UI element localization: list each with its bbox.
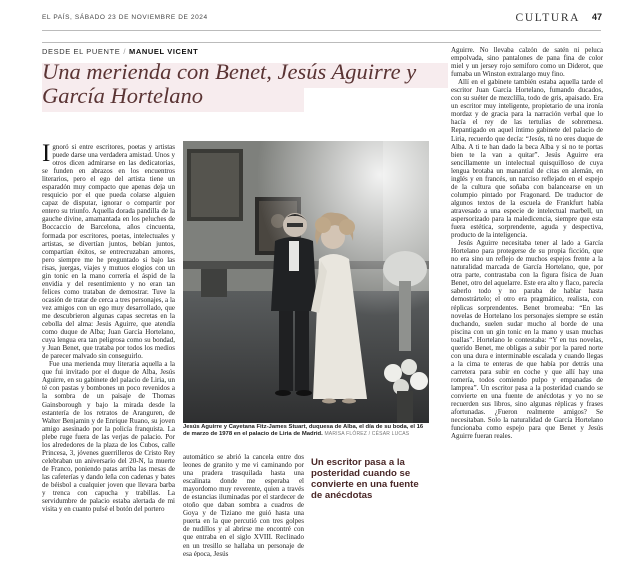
- page-number: 47: [591, 12, 602, 22]
- paragraph-5: Allí en el gabinete también estaba aquella tarde el escritor Juan García Hortelano, fumando ducados, con su suéter de mezclilla, todo de gris, apaisado. Era un escritor muy inteligente, propietario de una ironía mordaz y de gracia para la narración verbal que lo hacía el rey de las tertulias de sobremesa. Repantigado en aquel íntimo gabinete del palacio de Liria, recuerdo que decía: “Jesús, tú no eres duque de Alba. A ti te han dado la beca Alba y si no te portas bien te la van a quitar”. Jesús Aguirre era sencillamente un intelectual quisquilloso de cuya lengua brotaba un manantial de citas en alemán, en inglés y en francés, un narciso reflejado en el espejo de la cultura que soñaba con balancearse en un columpio pintado por Fragonard. De traductor de algunos textos de la escuela de Frankfurt había atravesado a una especie de intelectual marbell, un aspersorizado para la maledicencia, siempre que esta fuera estética, sorprendente, aguda y despectiva, producto de la inteligencia.: [451, 78, 603, 240]
- article-photo: [183, 141, 429, 423]
- photo-caption: [183, 424, 429, 439]
- article-column-1: [42, 143, 175, 556]
- photo-credit: MARISA FLÓREZ / CÉSAR LUCAS: [324, 431, 410, 438]
- paragraph-6: Jesús Aguirre necesitaba tener al lado a García Hortelano para protegerse de su propia ficción, que no era sino un reflejo de muchos espejos frente a la naturalidad marcada de García Hortelano, que, por otra parte, contrastaba con la figura física de Juan Benet, otro del aquelarre. Este era alto y flaco, parecía saberlo todo y no paraba de hablar hasta demostrártelo; el otro era pragmático, realista, con réplicas sorprendentes. Benet bromeaba: “En las novelas de Hortelano los personajes siempre se están duchando, suelen sudar mucho al borde de una piscina con un gin tonic en la mano y usan muchas toallas”. Hortelano le contestaba: “Y en tus novelas, querido Benet, me obligas a subir por la pared norte con una dura e interminable escalada y cuando llegas a la cima te enteras de que había por detrás una carretera para subir en coche y que allí hay una romería, todos comiendo pulpo y empanadas de lamprea”. Un escritor pasa a la posteridad cuando se convierte en una fuente de anécdotas y yo no se recuerden sus libros, sino algunas réplicas y frases afortunadas. ¿Fueron realmente amigos? Se necesitaban. Solo la naturalidad de García Hortelano funcionaba como espejo para que Benet y Jesús Aguirre fueran reales.: [451, 239, 603, 441]
- paragraph-1-text: gnoró si entre escritores, poetas y artistas puede darse una verdadera amistad. Unos y otros dicen admirarse en las dedicatorias, se funden en abrazos en los encuentros literarios, pero el ego del artista tiene un esparadón muy compacto que apenas deja un resquicio por el que pueda colarse alguien capaz de disputar, ignorar o compartir por entero su triunfo. Aquella dorada pandilla de la gauche divine, amamantada en los peluches de Boccaccio de Barcelona, años cincuenta, formada por escritores, poetas, intelectuales y artistas, se divertían juntos, bebían juntos, compartían éxitos, se entrecruzaban amores, pero siempre me he preguntado si bajo las risas, juergas, viajes y mutuos elogios con un gin tonic en la mano correría el áspid de la envidia y del resentimiento y no eran tan felices como trataban de demostrar. Tuve la ocasión de tratar de cerca a tres personajes, a la vez amigos con un ego muy desarrollado, que me descubrieron algunas capas secretas en la cebolla del alma: Jesús Aguirre, que atendía como duque de Alba; Juan García Hortelano, cuya lengua era tan peligrosa como su bondad, y Juan Benet, que trataba por todos los medios de parecer malvado sin conseguirlo.: [42, 143, 175, 361]
- header-rule: [42, 30, 601, 31]
- paragraph-1: [42, 143, 175, 360]
- byline-top-rule: [42, 42, 601, 43]
- paragraph-2: Fue una merienda muy literaria aquella a la que fui invitado por el duque de Alba, Jesús Aguirre, en su gabinete del palacio de Liria, un té con pastas y bombones un poco revenidos a la sombra de un paisaje de Thomas Gainsborough y bajo la mirada desde la estantería de los retratos de Aranguren, de Walter Benjamin y de Enrique Ruano, su joven amigo asesinado por la policía franquista. La plebe ruge fuera de las verjas de palacio. Por los alrededores de la plaza de los Cubos, calle Princesa, 3, jóvenes guerrilleros de Cristo Rey celebraban un aniversario del 20-N, la muerte de Franco, poniendo patas arriba las mesas de las cafeterías y dando leña con cadenas y bates de béisbol a cualquier joven que llevara barba y trenca con capucha y trabillas. La servidumbre de palacio estaba alertada de mi visita y en cuanto pulsé el botón del portero: [42, 360, 175, 514]
- column-name: DESDE EL PUENTE: [42, 47, 121, 56]
- paragraph-4: Aguirre. No llevaba calzón de satén ni peluca empolvada, sino pantalones de pana fina de color miel y un jersey rojo semiforo como un Diderot, que fumaba un Winston extralargo muy fino.: [451, 46, 603, 79]
- section-label: CULTURA: [515, 12, 580, 24]
- article-column-3: [451, 46, 603, 557]
- byline: [42, 47, 198, 56]
- byline-separator: /: [123, 47, 127, 56]
- wedding-photo-illustration: [183, 141, 429, 423]
- caption-text: Jesús Aguirre y Cayetana Fitz-James Stuart, duquesa de Alba, el día de su boda, el 16 de marzo de 1978 en el palacio de Liria de Madrid.: [183, 424, 424, 438]
- article-column-2: [183, 453, 304, 557]
- headline: Una merienda con Benet, Jesús Aguirre y García Hortelano: [42, 59, 417, 108]
- page-header: [42, 12, 602, 28]
- pull-quote: Un escritor pasa a la posteridad cuando se convierte en una fuente de anécdotas: [311, 457, 419, 501]
- author-name: MANUEL VICENT: [129, 47, 199, 56]
- dropcap: I: [42, 143, 51, 167]
- masthead-date: EL PAÍS, SÁBADO 23 DE NOVIEMBRE DE 2024: [42, 14, 208, 21]
- paragraph-3: automático se abrió la cancela entre dos leones de granito y me vi caminando por una pradera trasquilada hasta una escalinata donde me esperaba el mayordomo muy reverente, quien a través de estancias iluminadas por el stardecer de otoño que daban sombra a cuadros de Goya y de Tiziano me guió hasta una puerta en la que percutió con tres golpes de nudillos y al abrirse me encontré con que entraba en el siglo XVIII. Reclinado en un tresillo se hallaba un personaje de esa época, Jesús: [183, 453, 304, 557]
